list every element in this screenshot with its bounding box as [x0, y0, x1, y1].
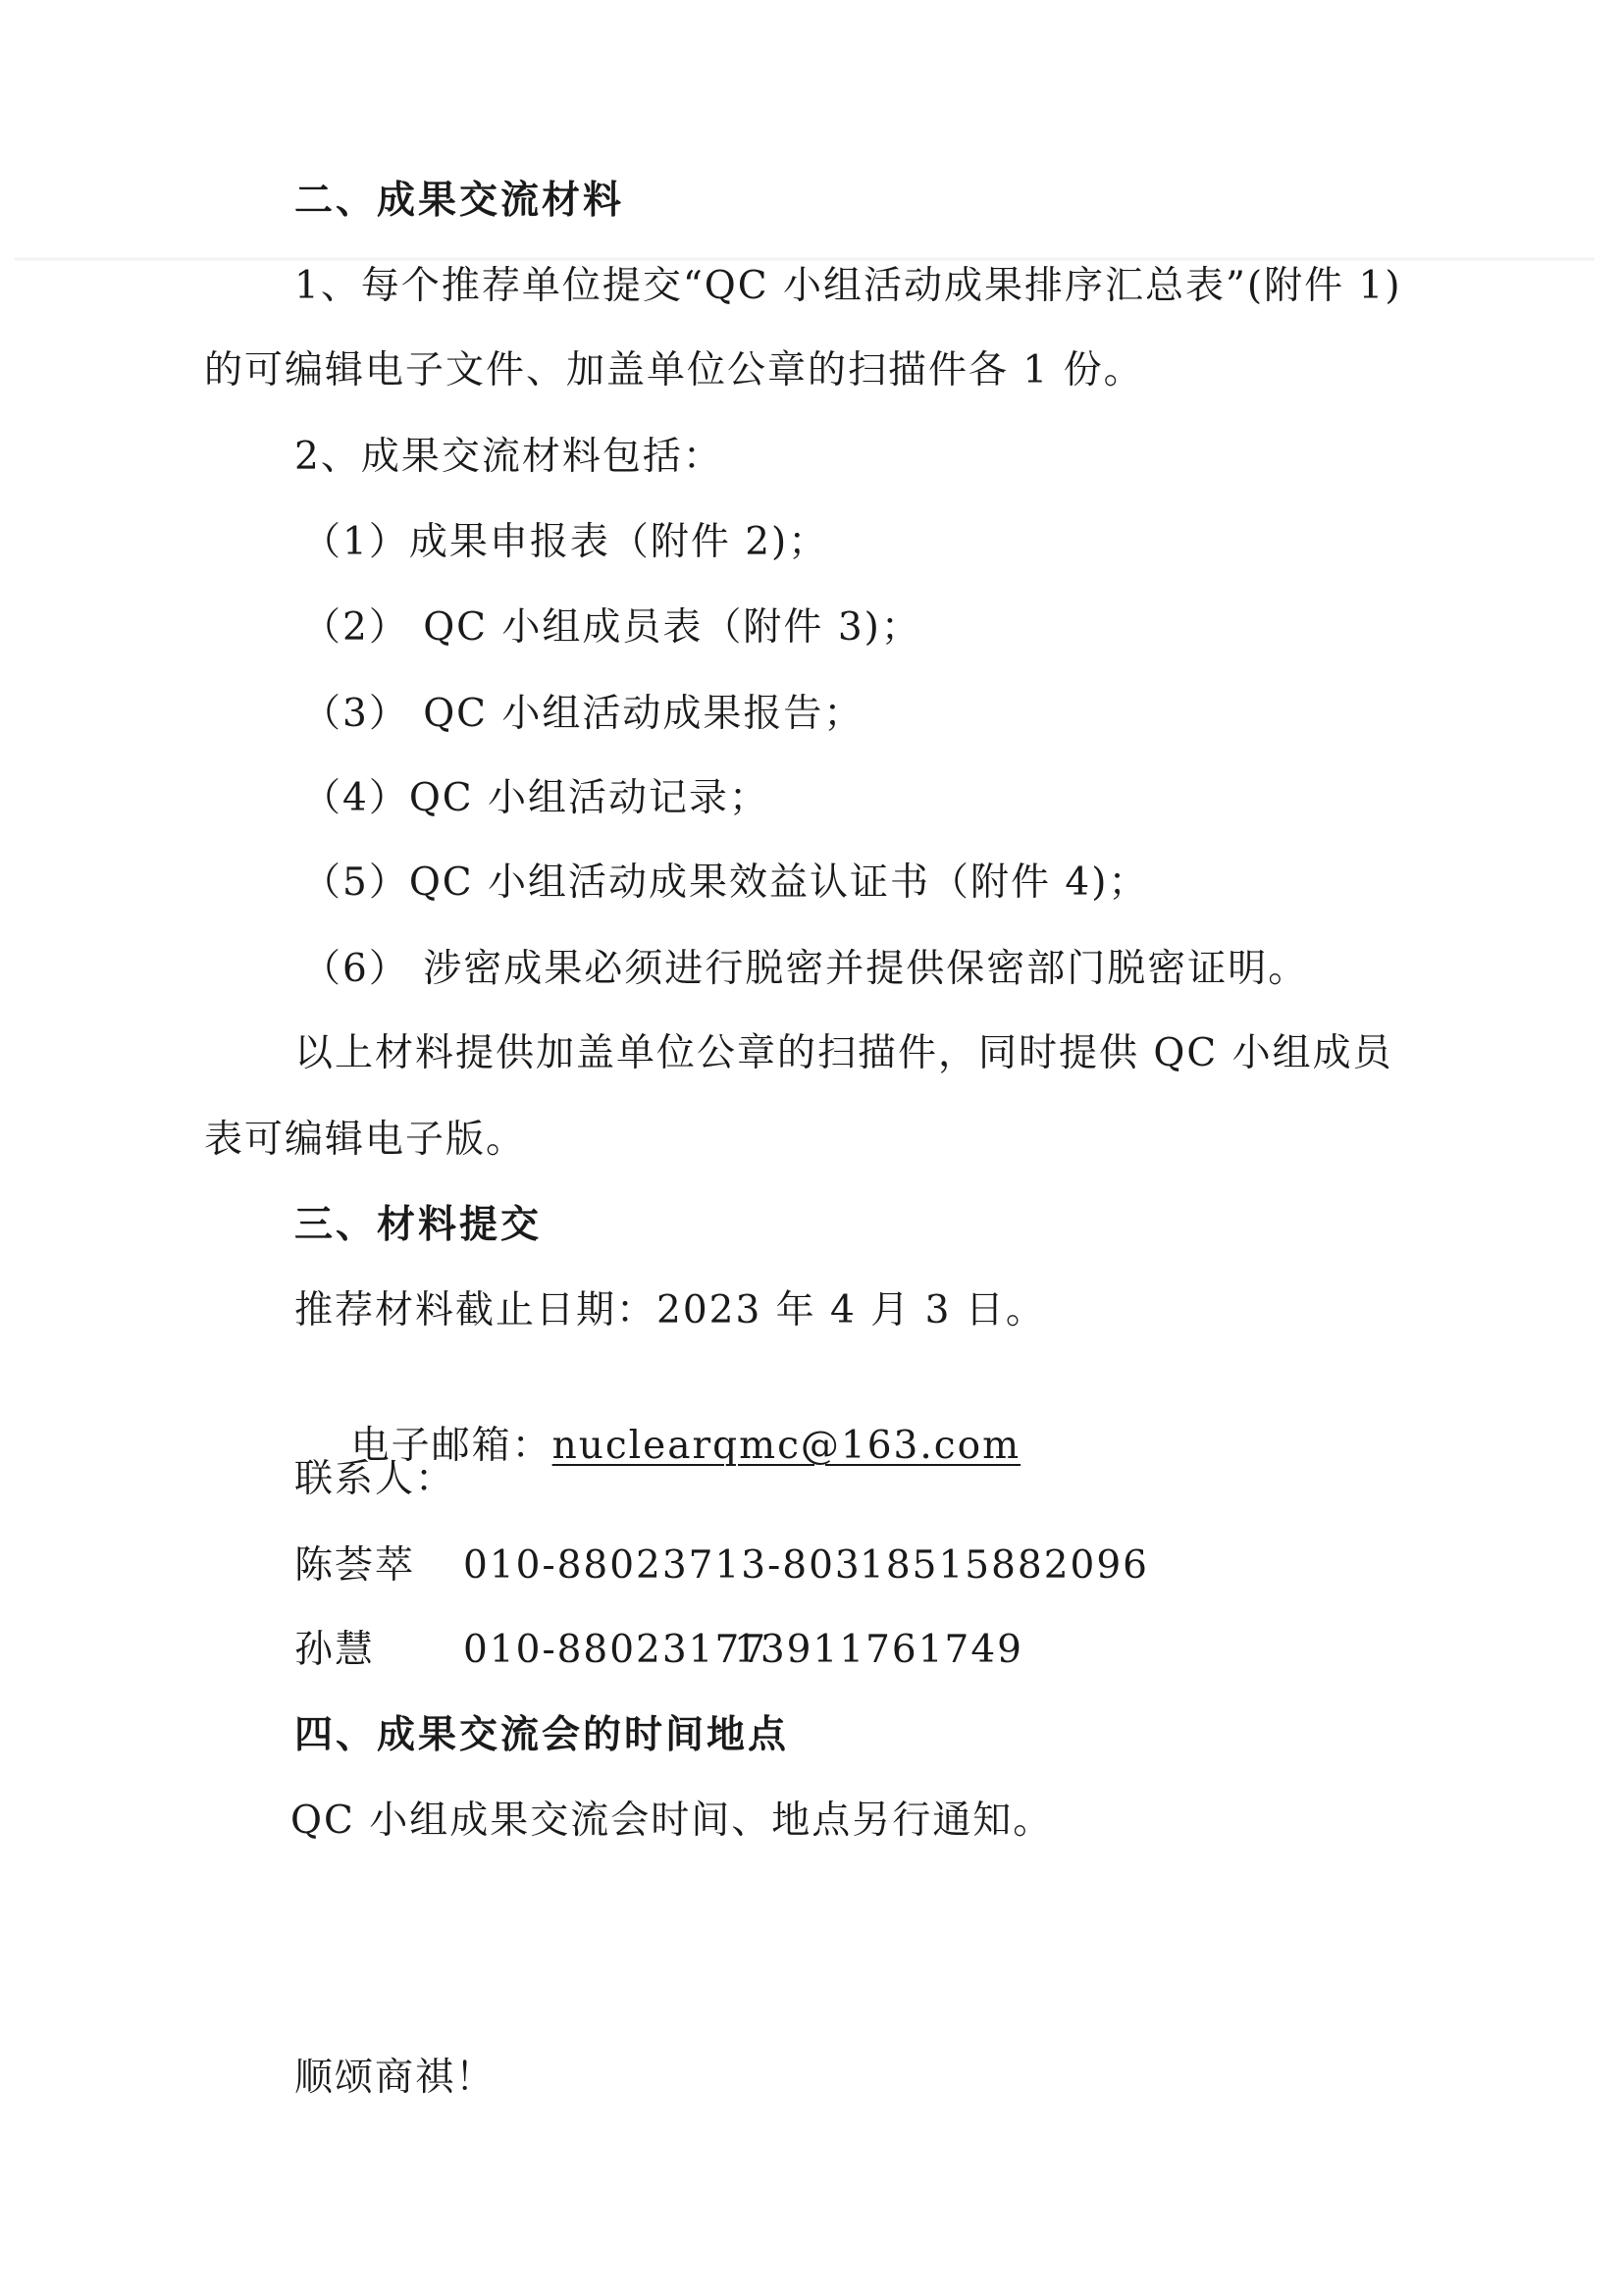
email-link[interactable]: nuclearqmc@163.com	[551, 1424, 1021, 1468]
contact-2-phone: 010-88023177	[463, 1628, 768, 1672]
list-item-1: （1）成果申报表（附件 2)；	[302, 520, 829, 564]
list-item-4: （4）QC 小组活动记录；	[302, 776, 770, 820]
para2: 2、成果交流材料包括：	[294, 435, 723, 479]
list-item-6: （6） 涉密成果必须进行脱密并提供保密部门脱密证明。	[302, 947, 1309, 991]
contacts-label: 联系人：	[294, 1457, 456, 1501]
list-item-5: （5）QC 小组活动成果效益认证书（附件 4)；	[302, 861, 1149, 905]
section3-heading: 三、材料提交	[294, 1202, 543, 1247]
note-line1: 以上材料提供加盖单位公章的扫描件，同时提供 QC 小组成员	[294, 1031, 1393, 1075]
contact-1-phone: 010-88023713-803	[463, 1543, 862, 1588]
deadline: 推荐材料截止日期：2023 年 4 月 3 日。	[294, 1288, 1046, 1332]
closing-text: 顺颂商祺！	[294, 2056, 497, 2100]
para1-line1: 1、每个推荐单位提交“QC 小组活动成果排序汇总表”(附件 1)	[294, 264, 1402, 308]
contact-1-name: 陈荟萃	[294, 1543, 416, 1588]
section4-body: QC 小组成果交流会时间、地点另行通知。	[290, 1799, 1054, 1843]
section2-heading: 二、成果交流材料	[294, 178, 625, 223]
section4-heading: 四、成果交流会的时间地点	[294, 1712, 790, 1757]
note-line2: 表可编辑电子版。	[204, 1118, 527, 1162]
contact-2-name: 孙慧	[294, 1628, 376, 1672]
list-item-2: （2） QC 小组成员表（附件 3)；	[302, 605, 921, 650]
contact-1-mobile: 18515882096	[860, 1543, 1149, 1588]
list-item-3: （3） QC 小组活动成果报告；	[302, 692, 864, 736]
contact-2-mobile: 13911761749	[734, 1628, 1023, 1672]
para1-line2: 的可编辑电子文件、加盖单位公章的扫描件各 1 份。	[204, 348, 1144, 392]
email-label: 电子邮箱：	[350, 1424, 552, 1468]
